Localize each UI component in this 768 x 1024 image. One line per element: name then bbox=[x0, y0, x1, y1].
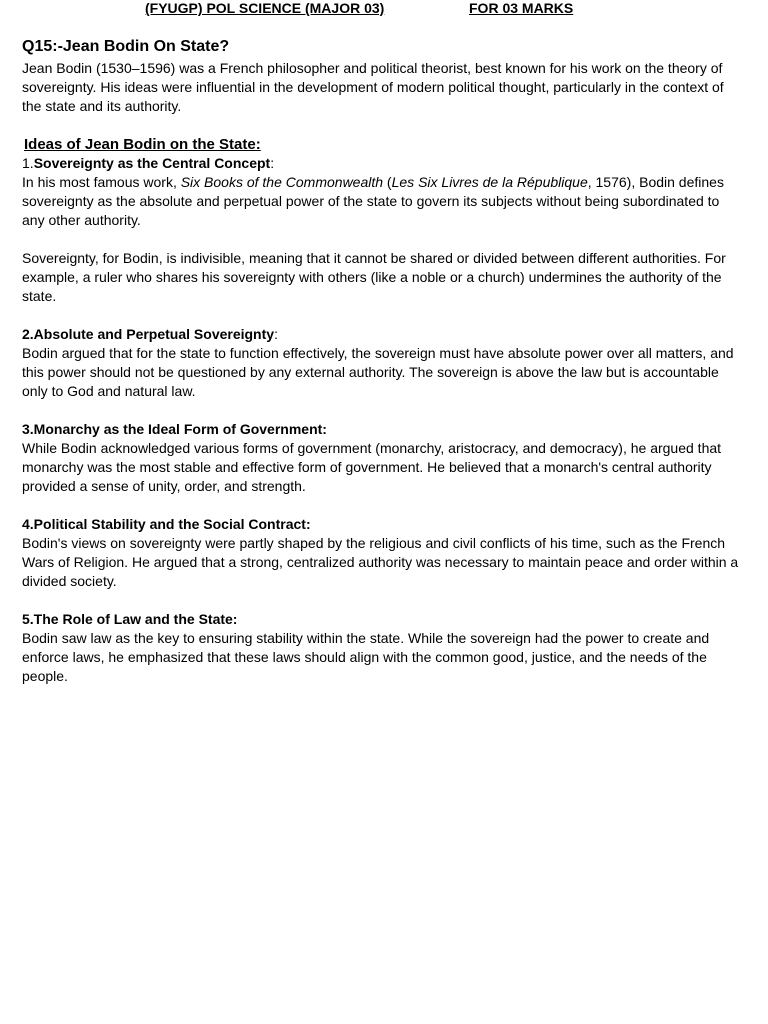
point-1-number: 1. bbox=[22, 155, 34, 171]
intro-paragraph: Jean Bodin (1530–1596) was a French philosopher and political theorist, best known for his work on the theory of sovereignty. His ideas were influential in the development of modern political thought, particularly in the context of the state and its authority. bbox=[22, 60, 724, 114]
point-1-title-text: Sovereignty as the Central Concept bbox=[33, 155, 271, 171]
point-1-paragraph-1 bbox=[22, 173, 744, 230]
course-label: (FYUGP) POL SCIENCE (MAJOR 03) bbox=[145, 0, 385, 16]
point-2-title-suffix: : bbox=[274, 326, 278, 342]
point-1-text-before: In his most famous work, bbox=[22, 174, 181, 190]
point-4-body: Bodin's views on sovereignty were partly shaped by the religious and civil conflicts of his time, such as the French Wars of Religion. He argued that a strong, centralized authority was necessary to maintain peace and order within a divided society. bbox=[22, 535, 739, 589]
point-3-title: 3.Monarchy as the Ideal Form of Government: bbox=[22, 421, 327, 437]
page-header bbox=[0, 0, 768, 18]
question-title: Q15:-Jean Bodin On State? bbox=[22, 38, 230, 55]
point-1-text-between: ( bbox=[383, 174, 392, 190]
point-2-title-text: 2.Absolute and Perpetual Sovereignty bbox=[22, 326, 275, 342]
point-5-body: Bodin saw law as the key to ensuring stability within the state. While the sovereign had the power to create and enforce laws, he emphasized that these laws should align with the common good, justice, and the needs of the people. bbox=[22, 630, 710, 684]
point-3-body: While Bodin acknowledged various forms of government (monarchy, aristocracy, and democracy), he argued that monarchy was the most stable and effective form of government. He believed that a monarch's central authority provided a sense of unity, order, and strength. bbox=[22, 440, 722, 494]
point-1-title bbox=[22, 154, 744, 173]
work-title-french: Les Six Livres de la République bbox=[391, 174, 588, 190]
point-1-paragraph-2: Sovereignty, for Bodin, is indivisible, meaning that it cannot be shared or divided between different authorities. For example, a ruler who shares his sovereignty with others (like a noble or a church) undermines the authority of the state. bbox=[22, 250, 726, 304]
point-4-title: 4.Political Stability and the Social Contract: bbox=[22, 516, 311, 532]
marks-label: FOR 03 MARKS bbox=[469, 0, 574, 16]
point-2-body: Bodin argued that for the state to function effectively, the sovereign must have absolute power over all matters, and this power should not be questioned by any external authority. The sovereign is above the law but is accountable only to God and natural law. bbox=[22, 345, 734, 399]
point-1-title-suffix: : bbox=[270, 155, 275, 171]
point-1-text-after: , 1576), Bodin defines sovereignty as the absolute and perpetual power of the state to govern its subjects without being subordinated to any other authority. bbox=[22, 174, 724, 228]
document-body bbox=[22, 37, 744, 705]
section-heading: Ideas of Jean Bodin on the State: bbox=[24, 136, 261, 153]
point-2-title bbox=[22, 325, 744, 344]
work-title-english: Six Books of the Commonwealth bbox=[180, 174, 384, 190]
point-5-title: 5.The Role of Law and the State: bbox=[22, 611, 238, 627]
